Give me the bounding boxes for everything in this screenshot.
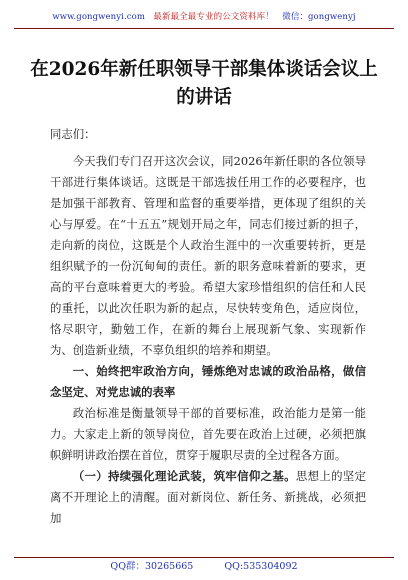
document-title: 在2026年新任职领导干部集体谈话会议上的讲话 [30, 59, 378, 108]
footer-qq-group: QQ群：30265665 [110, 561, 194, 572]
page-header [14, 8, 394, 29]
section-heading-1: 一、始终把牢政治方向，锤炼绝对忠诚的政治品格，做信念坚定、对党忠诚的表率 [50, 364, 366, 399]
paragraph-subsection-1 [50, 466, 366, 529]
header-slogan: 最新最全最专业的公文资料库！ [153, 12, 274, 22]
page-footer [14, 557, 394, 578]
footer-qq: QQ:535304092 [224, 561, 298, 572]
paragraph-intro: 今天我们专门召开这次会议，同2026年新任职的各位领导干部进行集体谈话。这既是干部选拔任用工作的必要程序，也是加强干部教育、管理和监督的重要举措，更体现了组织的关心与厚爱。在“十五五”规划开局之年，同志们接过新的担子，走向新的岗位，这既是个人政治生涯中的一次重要转折，更是组织赋予的一份沉甸甸的责任。新的职务意味着新的要求，更高的平台意味着更大的考验。希望大家珍惜组织的信任和人民的重托，以此次任职为新的起点，尽快转变角色，适应岗位，恪尽职守，勤勉工作，在新的舞台上展现新气象、实现新作为、创造新业绩，不辜负组织的培养和期望。 [50, 154, 366, 357]
subsection-text-1: 思想上的坚定离不开理论上的清醒。面对新岗位、新任务、新挑战，必须把加 [50, 469, 366, 525]
header-site[interactable]: www.gongwenyi.com [52, 12, 145, 22]
salutation: 同志们： [50, 127, 96, 141]
document-body [50, 124, 366, 529]
subsection-heading-1: （一）持续强化理论武装，筑牢信仰之基。 [72, 469, 296, 483]
header-wechat: 微信：gongwenyj [282, 12, 356, 22]
paragraph-section-1: 政治标准是衡量领导干部的首要标准，政治能力是第一能力。大家走上新的领导岗位，首先要在政治上过硬，必须把旗帜鲜明讲政治摆在首位，贯穿于履职尽责的全过程各方面。 [50, 406, 366, 462]
